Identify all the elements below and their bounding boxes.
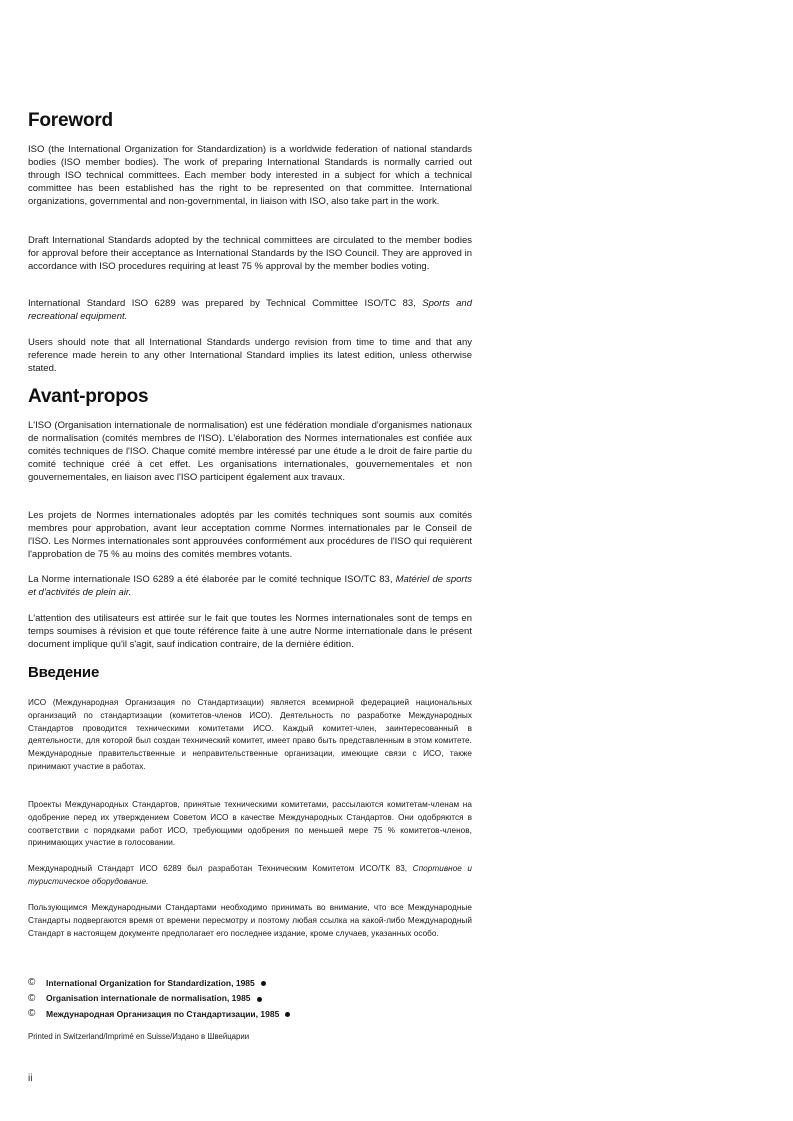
vvedenie-paragraph-2: Проекты Международных Стандартов, принятые техническими комитетами, рассылаются комитетам-членам на одобрение перед их утверждением Советом ИСО в качестве Международных Стандартов. Они одобряются в соответствии с порядками работ ИСО, требующими одобрения по меньшей мере 75 % комитетов-членов, принимающих участие в голосовании. [28, 800, 472, 848]
vvedenie-paragraph-1: ИСО (Международная Организация по Стандартизации) является всемирной федерацией национальных организаций по стандартизации (комитетов-членов ИСО). Деятельность по разработке Международных Стандартов проводится техническими комитетами ИСО. Каждый комитет-член, заинтересованный в деятельности, для которой был создан технический комитет, имеет право быть представленным в этом комитете. Международные правительственные и неправительственные организации, имеющие связи с ИСО, также принимают участие в работах. [28, 698, 472, 771]
bullet-dot-icon [261, 981, 266, 986]
vvedenie-committee-title: Спортивное и туристическое оборудование. [28, 864, 472, 886]
vvedenie-paragraph-3-text: Международный Стандарт ИСО 6289 был разработан Техническим Комитетом ИСО/ТК 83, [28, 864, 413, 873]
copyright-text: International Organization for Standardization, 1985 [46, 977, 255, 988]
copyright-block [28, 975, 472, 1022]
vvedenie-paragraph-4: Пользующимся Международными Стандартами необходимо принимать во внимание, что все Международные Стандарты подвергаются время от времени пересмотру и поэтому любая ссылка на какой-либо Международный Стандарт в настоящем документе предполагает его последнее издание, кроме случаев, указанных особо. [28, 903, 472, 938]
vvedenie-heading: Введение [28, 664, 100, 681]
copyright-line-fr [28, 991, 472, 1006]
copyright-icon: © [28, 992, 36, 1004]
avant-propos-paragraph-1: L'ISO (Organisation internationale de normalisation) est une fédération mondiale d'organismes nationaux de normalisation (comités membres de l'ISO). L'élaboration des Normes internationales est confiée aux comités techniques de l'ISO. Chaque comité membre intéressé par une étude a le droit de faire partie du comité technique créé à cet effet. Les organisations internationales, gouvernementales et non gouvernementales, en liaison avec l'ISO participent également aux travaux. [28, 420, 472, 483]
bullet-dot-icon [285, 1012, 290, 1017]
avant-propos-committee-title: Matériel de sports et d'activités de plein air. [28, 574, 472, 598]
avant-propos-paragraph-2: Les projets de Normes internationales adoptés par les comités techniques sont soumis aux comités membres pour approbation, avant leur acceptation comme Normes internationales par le Conseil de l'ISO. Les Normes internationales sont approuvées conformément aux procédures de l'ISO qui requièrent l'approbation de 75 % au moins des comités membres votants. [28, 510, 472, 560]
foreword-paragraph-4: Users should note that all International Standards undergo revision from time to time and that any reference made herein to any other International Standard implies its latest edition, unless otherwise stated. [28, 337, 472, 374]
avant-propos-paragraph-4: L'attention des utilisateurs est attirée sur le fait que toutes les Normes internationales sont de temps en temps soumises à révision et que toute référence faite à une autre Norme internationale dans le présent document implique qu'il s'agit, sauf indication contraire, de la dernière édition. [28, 613, 472, 650]
copyright-icon: © [28, 977, 36, 988]
copyright-line-ru [28, 1006, 472, 1021]
foreword-paragraph-3 [28, 297, 472, 323]
avant-propos-heading: Avant-propos [28, 386, 149, 407]
avant-propos-paragraph-3 [28, 573, 472, 599]
avant-propos-paragraph-3-text: La Norme internationale ISO 6289 a été élaborée par le comité technique ISO/TC 83, [28, 574, 396, 585]
foreword-paragraph-3-text: International Standard ISO 6289 was prepared by Technical Committee ISO/TC 83, [28, 298, 423, 309]
copyright-icon: © [28, 1008, 36, 1019]
foreword-committee-title: Sports and recreational equipment. [28, 298, 472, 322]
foreword-heading: Foreword [28, 110, 113, 131]
copyright-line-en [28, 975, 472, 990]
copyright-text: Organisation internationale de normalisation, 1985 [46, 993, 251, 1003]
bullet-dot-icon [257, 997, 262, 1002]
printed-in-notice: Printed in Switzerland/Imprimé en Suisse/Издано в Швейцарии [28, 1032, 250, 1041]
copyright-text: Международная Организация по Стандартизации, 1985 [46, 1008, 280, 1019]
foreword-paragraph-1: ISO (the International Organization for Standardization) is a worldwide federation of national standards bodies (ISO member bodies). The work of preparing International Standards is normally carried out through ISO technical committees. Each member body interested in a subject for which a technical committee has been established has the right to be represented on that committee. International organizations, governmental and non-governmental, in liaison with ISO, also take part in the work. [28, 144, 472, 207]
foreword-paragraph-2: Draft International Standards adopted by the technical committees are circulated to the member bodies for approval before their acceptance as International Standards by the ISO Council. They are approved in accordance with ISO procedures requiring at least 75 % approval by the member bodies voting. [28, 235, 472, 272]
page-number: ii [28, 1073, 33, 1084]
vvedenie-paragraph-3 [28, 863, 472, 889]
